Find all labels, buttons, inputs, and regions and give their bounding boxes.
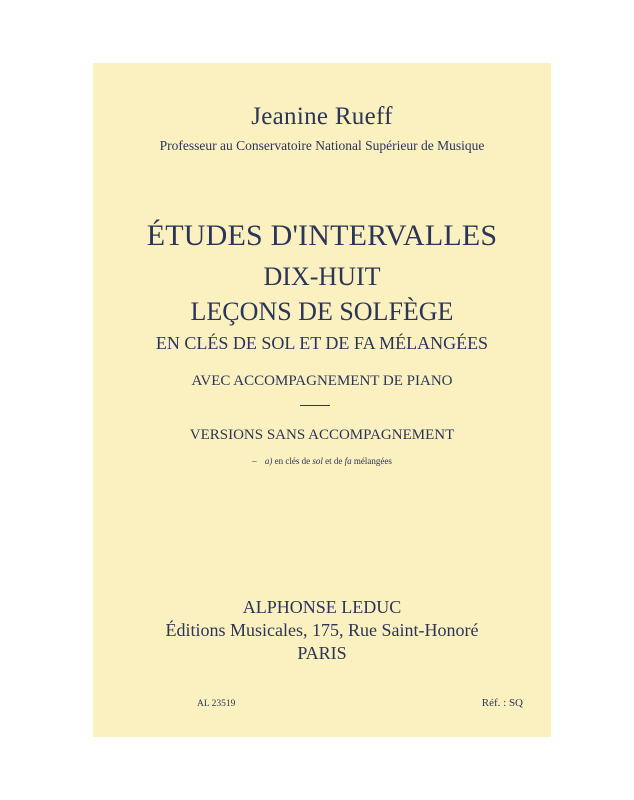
author-name: Jeanine Rueff [251, 103, 393, 130]
version-a-marker: a) [264, 456, 273, 466]
version-a-dash: – [252, 456, 257, 466]
subtitle-count: DIX-HUIT [263, 262, 381, 291]
subtitle-clefs: EN CLÉS DE SOL ET DE FA MÉLANGÉES [155, 333, 489, 353]
version-a-sol: sol [312, 456, 323, 466]
version-a-text-2: et de [325, 456, 343, 466]
score-cover [93, 63, 551, 737]
version-a-text-1: en clés de [274, 456, 311, 466]
publisher-city: PARIS [297, 643, 347, 663]
main-title: ÉTUDES D'INTERVALLES [146, 219, 498, 252]
reference-code: Réf. : SQ [481, 697, 523, 709]
version-a-fa: fa [344, 456, 352, 466]
version-a-text-3: mélangées [353, 456, 392, 466]
version-a-line [93, 456, 551, 466]
versions-heading: VERSIONS SANS ACCOMPAGNEMENT [189, 427, 455, 443]
author-title: Professeur au Conservatoire National Supérieur de Musique [159, 138, 485, 153]
publisher-name: ALPHONSE LEDUC [242, 597, 402, 617]
catalog-number: AL 23519 [197, 699, 236, 709]
publisher-address: Éditions Musicales, 175, Rue Saint-Honoré [165, 620, 479, 640]
divider-rule [300, 405, 330, 406]
subtitle-lessons: LEÇONS DE SOLFÈGE [190, 297, 454, 326]
subtitle-accompaniment: AVEC ACCOMPAGNEMENT DE PIANO [191, 373, 453, 389]
